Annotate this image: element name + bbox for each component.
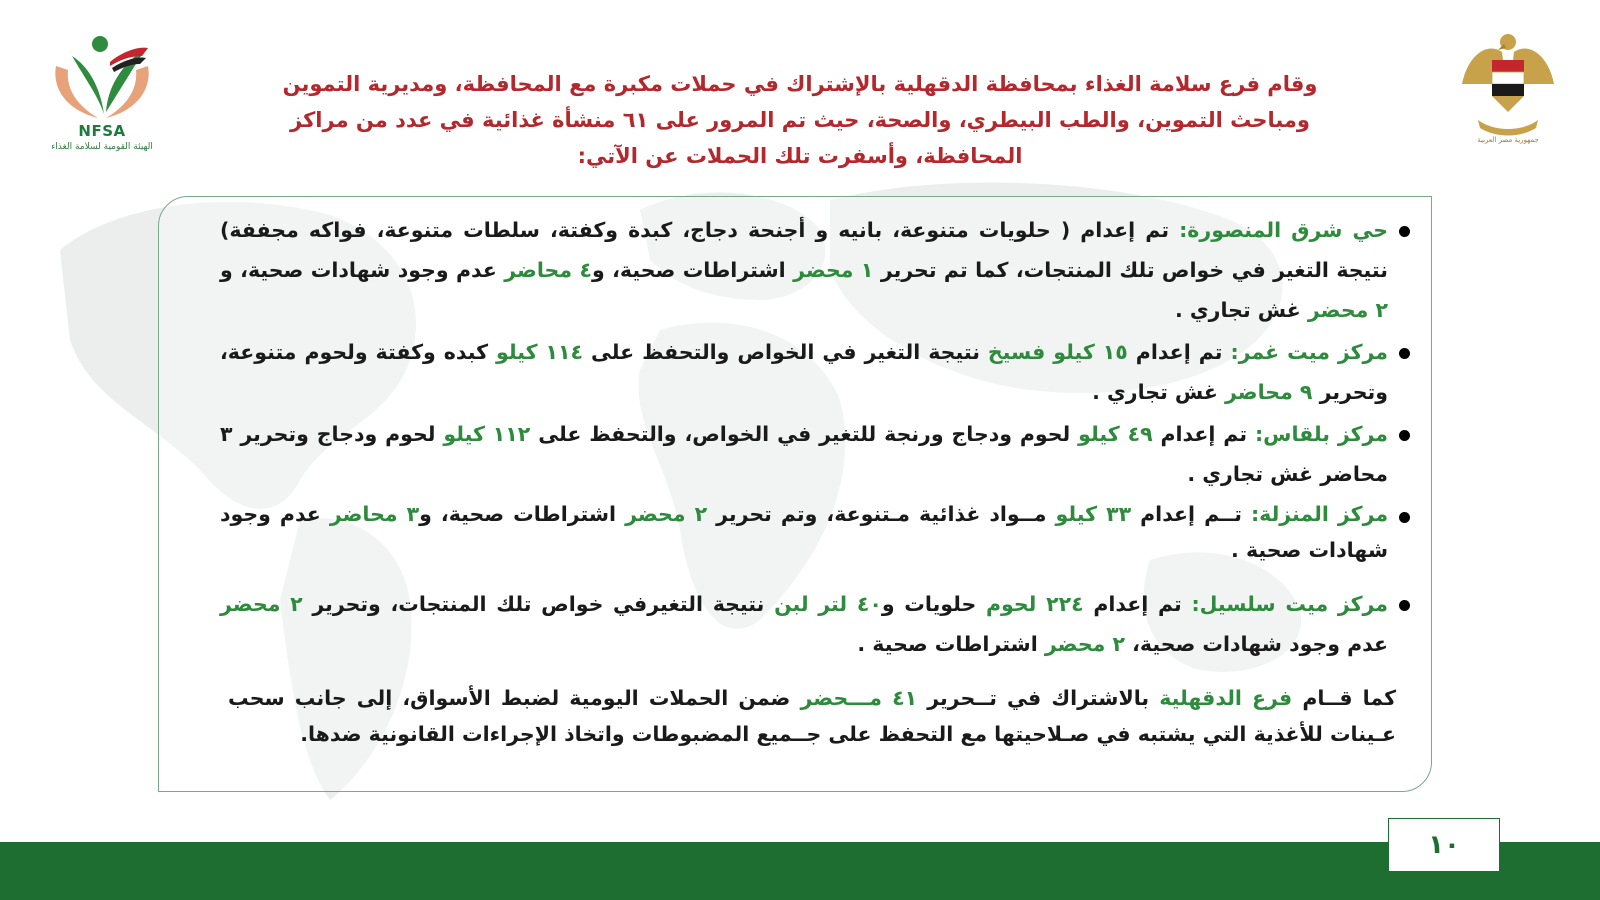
item-text: عدم وجود شهادات صحية، bbox=[1124, 632, 1388, 656]
nfsa-hands-logo-icon bbox=[42, 26, 162, 126]
item-highlight: ١١٤ كيلو bbox=[495, 340, 584, 364]
closing-paragraph bbox=[228, 680, 1396, 752]
item-label: حي شرق المنصورة: bbox=[1179, 218, 1388, 242]
page-number: ١٠ bbox=[1388, 818, 1500, 872]
item-highlight: ٢ محضر bbox=[1307, 298, 1388, 322]
list-item-mit-salsil bbox=[220, 584, 1410, 664]
nfsa-full-name: الهيئة القومية لسلامة الغذاء bbox=[51, 142, 153, 152]
item-text: اشتراطات صحية . bbox=[857, 632, 1045, 656]
closing-highlight: ٤١ مـــحضر bbox=[800, 686, 918, 710]
item-label: مركز المنزلة: bbox=[1250, 502, 1389, 526]
closing-text: ضمن الحملات اليومية لضبط الأسواق، إلى جانب سحب عـينات للأغذية التي يشتبه في صـلاحيتها مع التحفظ على جــميع المضبوطات واتخاذ الإجراءات القانونية ضدها. bbox=[228, 686, 1396, 746]
item-highlight: ٣ محاضر bbox=[329, 502, 420, 526]
item-text: غش تجاري . bbox=[1174, 298, 1308, 322]
item-highlight: ١١٢ كيلو bbox=[443, 422, 531, 446]
item-highlight: ٤٠ لتر لبن bbox=[774, 592, 882, 616]
item-text: كبده وكفتة ولحوم متنوعة، وتحرير bbox=[220, 340, 1388, 404]
item-text: تــم إعدام bbox=[1131, 502, 1251, 526]
closing-text: كما قــام bbox=[1292, 686, 1397, 710]
item-text: لحوم ودجاج وتحرير ٣ محاضر غش تجاري . bbox=[220, 422, 1388, 486]
item-text: مــواد غذائية مـتنوعة، وتم تحرير bbox=[707, 502, 1056, 526]
item-label: مركز ميت سلسيل: bbox=[1191, 592, 1388, 616]
emblem-caption: جمهورية مصر العربية bbox=[1477, 136, 1539, 144]
item-text: نتيجة التغير في الخواص والتحفظ على bbox=[583, 340, 988, 364]
list-item-east-mansoura bbox=[220, 210, 1410, 330]
item-highlight: ٢٢٤ لحوم bbox=[986, 592, 1084, 616]
item-highlight: ١٥ كيلو فسيخ bbox=[987, 340, 1128, 364]
eagle-emblem-icon bbox=[1458, 24, 1558, 154]
item-label: مركز ميت غمر: bbox=[1230, 340, 1388, 364]
item-text: حلويات و bbox=[881, 592, 986, 616]
item-text: تم إعدام bbox=[1083, 592, 1192, 616]
intro-paragraph: وقام فرع سلامة الغذاء بمحافظة الدقهلية بالإشتراك في حملات مكبرة مع المحافظة، ومديرية التموين ومباحث التموين، والطب البيطري، والصحة، حيث تم المرور على ٦١ منشأة غذائية في عدد من مراكز المحافظة، وأسفرت تلك الحملات عن الآتي: bbox=[282, 72, 1318, 168]
item-highlight: ٢ محضر bbox=[1044, 632, 1125, 656]
item-highlight: ٢ محضر bbox=[220, 592, 303, 616]
item-text: غش تجاري . bbox=[1092, 380, 1226, 404]
results-list bbox=[220, 210, 1410, 666]
item-highlight: ٣٣ كيلو bbox=[1055, 502, 1132, 526]
item-text: اشتراطات صحية، و bbox=[591, 258, 794, 282]
item-text: عدم وجود شهادات صحية، و bbox=[220, 258, 505, 282]
list-item-belqas bbox=[220, 414, 1410, 494]
item-text: عدم وجود شهادات صحية . bbox=[220, 502, 1388, 562]
item-highlight: ٩ محاضر bbox=[1225, 380, 1313, 404]
item-text: اشتراطات صحية، و bbox=[419, 502, 626, 526]
list-item-mit-ghamr bbox=[220, 332, 1410, 412]
list-item-manzala bbox=[220, 496, 1410, 568]
footer-bar bbox=[0, 842, 1600, 900]
item-text: تم إعدام bbox=[1152, 422, 1255, 446]
item-text: تم إعدام ( حلويات متنوعة، بانيه و أجنحة دجاج، كبدة وكفتة، سلطات متنوعة، فواكه مجففة) نتيجة التغير في خواص تلك المنتجات، كما تم تحرير bbox=[220, 218, 1388, 282]
item-label: مركز بلقاس: bbox=[1254, 422, 1389, 446]
item-highlight: ١ محضر bbox=[793, 258, 874, 282]
egypt-emblem bbox=[1458, 24, 1558, 154]
item-highlight: ٤٩ كيلو bbox=[1078, 422, 1153, 446]
closing-highlight: فرع الدقهلية bbox=[1159, 686, 1293, 710]
item-highlight: ٢ محضر bbox=[625, 502, 708, 526]
item-text: لحوم ودجاج ورنجة للتغير في الخواص، والتحفظ على bbox=[530, 422, 1079, 446]
item-highlight: ٤ محاضر bbox=[504, 258, 592, 282]
closing-text: بالاشتراك في تــحرير bbox=[917, 686, 1160, 710]
nfsa-logo bbox=[42, 26, 162, 166]
item-text: تم إعدام bbox=[1127, 340, 1231, 364]
item-text: نتيجة التغيرفي خواص تلك المنتجات، وتحرير bbox=[302, 592, 775, 616]
nfsa-abbreviation: NFSA bbox=[78, 122, 126, 140]
